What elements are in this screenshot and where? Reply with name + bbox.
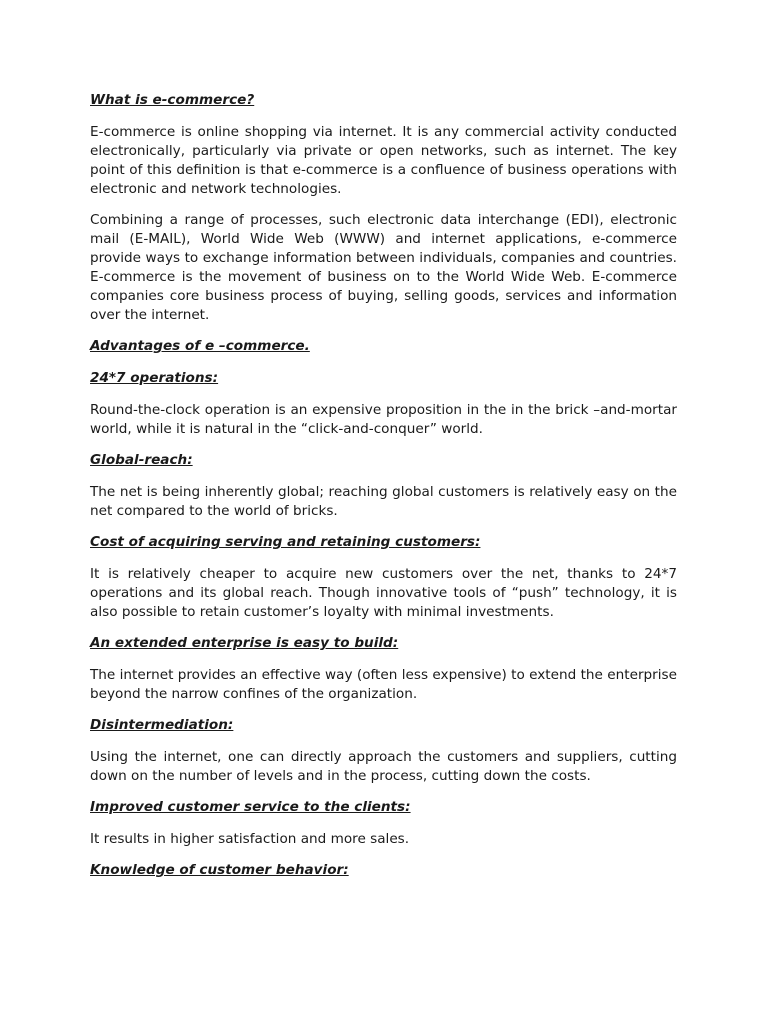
heading-cost-of-customers: Cost of acquiring serving and retaining customers: <box>90 534 481 550</box>
heading-what-is-ecommerce: What is e-commerce? <box>90 92 255 108</box>
heading-global-reach: Global-reach: <box>90 452 193 468</box>
paragraph-extended-enterprise: The internet provides an effective way (often less expensive) to extend the enterprise beyond the narrow confines of the organization. <box>90 667 677 702</box>
heading-extended-enterprise: An extended enterprise is easy to build: <box>90 635 399 651</box>
paragraph-cost-of-customers: It is relatively cheaper to acquire new customers over the net, thanks to 24*7 operations and its global reach. Though innovative tools of “push” technology, it is also possible to retain customer’s loyalty with minimal investments. <box>90 566 677 620</box>
heading-disintermediation: Disintermediation: <box>90 717 234 733</box>
paragraph-24x7-operations: Round-the-clock operation is an expensive proposition in the in the brick –and-mortar world, while it is natural in the “click-and-conquer” world. <box>90 402 677 437</box>
paragraph-improved-customer-service: It results in higher satisfaction and more sales. <box>90 831 410 847</box>
heading-advantages: Advantages of e –commerce. <box>90 338 310 354</box>
heading-improved-customer-service: Improved customer service to the clients: <box>90 799 411 815</box>
paragraph-disintermediation: Using the internet, one can directly approach the customers and suppliers, cutting down on the number of levels and in the process, cutting down the costs. <box>90 749 677 784</box>
heading-24x7-operations: 24*7 operations: <box>90 370 219 386</box>
paragraph-ecommerce-definition: E-commerce is online shopping via internet. It is any commercial activity conducted electronically, particularly via private or open networks, such as internet. The key point of this definition is that e-commerce is a confluence of business operations with electronic and network technologies. <box>90 124 677 197</box>
document-page <box>90 91 677 893</box>
paragraph-ecommerce-processes: Combining a range of processes, such electronic data interchange (EDI), electronic mail (E-MAIL), World Wide Web (WWW) and internet applications, e-commerce provide ways to exchange information between individuals, companies and countries. E-commerce is the movement of business on to the World Wide Web. E-commerce companies core business process of buying, selling goods, services and information over the internet. <box>90 212 677 323</box>
paragraph-global-reach: The net is being inherently global; reaching global customers is relatively easy on the net compared to the world of bricks. <box>90 484 677 519</box>
heading-customer-behavior: Knowledge of customer behavior: <box>90 862 349 878</box>
